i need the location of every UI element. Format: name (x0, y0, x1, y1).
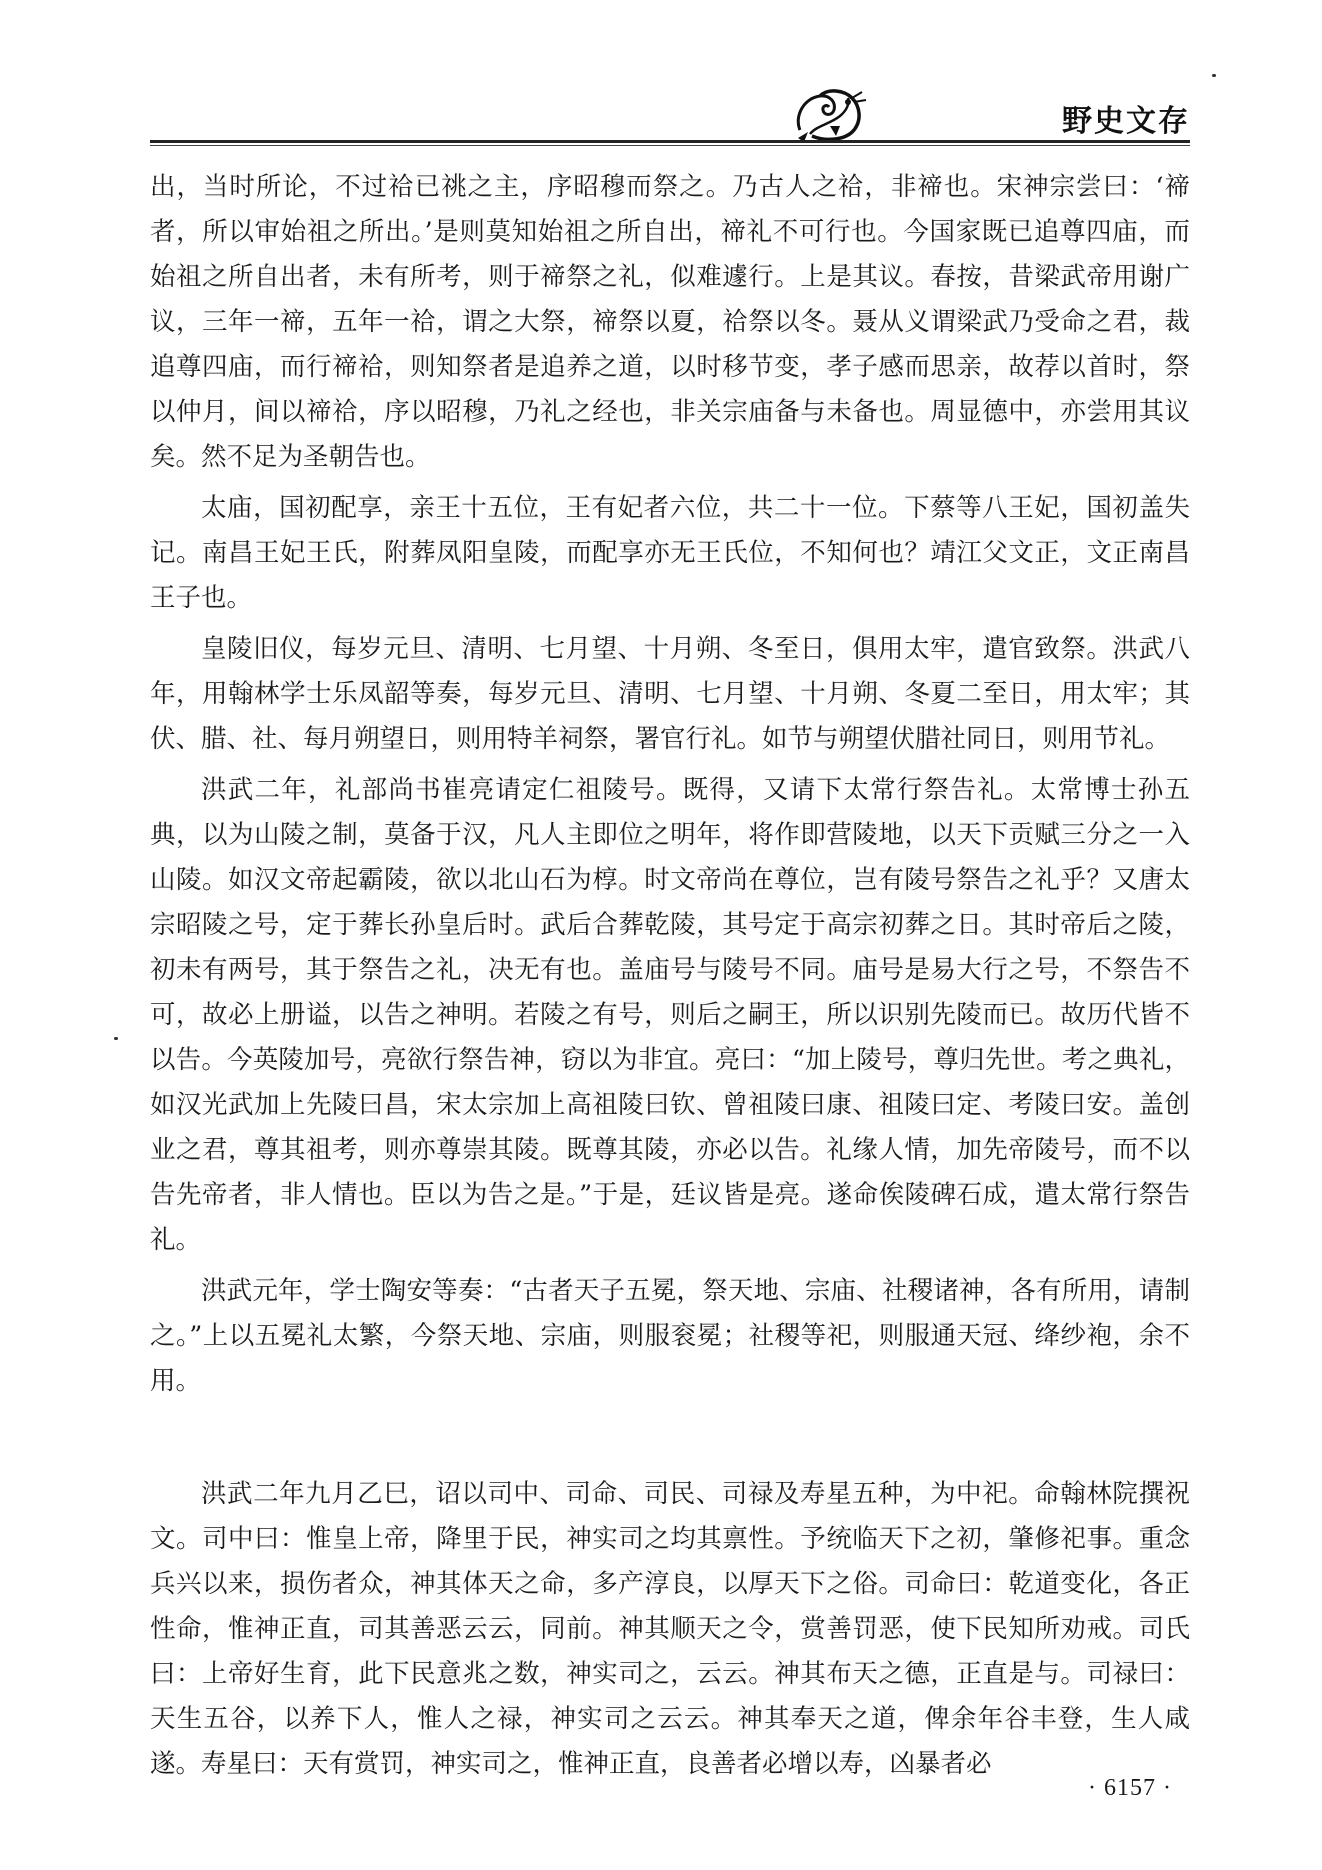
body-text (150, 165, 1190, 1793)
page-number: · 6157 · (1088, 1775, 1172, 1801)
header-rule (150, 140, 1190, 143)
page-header (150, 82, 1190, 152)
scan-speck (1212, 74, 1216, 77)
paragraph: 出，当时所论，不过祫已祧之主，序昭穆而祭之。乃古人之祫，非禘也。宋神宗尝曰：‘禘者，所以审始祖之所出。’是则莫知始祖之所自出，禘礼不可行也。今国家既已追尊四庙，而始祖之所自出者，未有所考，则于禘祭之礼，似难遽行。上是其议。春按，昔梁武帝用谢广议，三年一禘，五年一祫，谓之大祭，禘祭以夏，祫祭以冬。聂从义谓梁武乃受命之君，裁追尊四庙，而行禘祫，则知祭者是追养之道，以时移节变，孝子感而思亲，故荐以首时，祭以仲月，间以禘祫，序以昭穆，乃礼之经也，非关宗庙备与未备也。周显德中，亦尝用其议矣。然不足为圣朝告也。 (150, 172, 1190, 472)
paragraph: 洪武二年九月乙巳，诏以司中、司命、司民、司禄及寿星五种，为中祀。命翰林院撰祝文。司中曰：惟皇上帝，降里于民，神实司之均其禀性。予统临天下之初，肇修祀事。重念兵兴以来，损伤者众，神其体天之命，多产淳良，以厚天下之俗。司命曰：乾道变化，各正性命，惟神正直，司其善恶云云，同前。神其顺天之令，赏善罚恶，使下民知所劝戒。司氏曰：上帝好生育，此下民意兆之数，神实司之，云云。神其布天之德，正直是与。司禄曰：天生五谷，以养下人，惟人之禄，神实司之云云。神其奉天之道，俾余年谷丰登，生人咸遂。寿星曰：天有赏罚，神实司之，惟神正直，良善者必增以寿，凶暴者必 (150, 1479, 1190, 1779)
paragraph: 太庙，国初配享，亲王十五位，王有妃者六位，共二十一位。下蔡等八王妃，国初盖失记。南昌王妃王氏，附葬凤阳皇陵，而配享亦无王氏位，不知何也？靖江父文正，文正南昌王子也。 (150, 493, 1190, 613)
paragraph: 洪武二年，礼部尚书崔亮请定仁祖陵号。既得，又请下太常行祭告礼。太常博士孙五典，以为山陵之制，莫备于汉，凡人主即位之明年，将作即营陵地，以天下贡赋三分之一入山陵。如汉文帝起霸陵，欲以北山石为椁。时文帝尚在尊位，岂有陵号祭告之礼乎？又唐太宗昭陵之号，定于葬长孙皇后时。武后合葬乾陵，其号定于高宗初葬之日。其时帝后之陵，初未有两号，其于祭告之礼，决无有也。盖庙号与陵号不同。庙号是易大行之号，不祭告不可，故必上册谥，以告之神明。若陵之有号，则后之嗣王，所以识别先陵而已。故历代皆不以告。今英陵加号，亮欲行祭告神，窃以为非宜。亮曰：“加上陵号，尊归先世。考之典礼，如汉光武加上先陵曰昌，宋太宗加上高祖陵曰钦、曾祖陵曰康、祖陵曰定、考陵曰安。盖创业之君，尊其祖考，则亦尊崇其陵。既尊其陵，亦必以告。礼缘人情，加先帝陵号，而不以告先帝者，非人情也。臣以为告之是。”于是，廷议皆是亮。遂命俟陵碑石成，遣太常行祭告礼。 (150, 775, 1190, 1255)
header-rule-thin (150, 145, 1190, 146)
dragon-logo-icon (790, 86, 868, 146)
paragraph: 皇陵旧仪，每岁元旦、清明、七月望、十月朔、冬至日，俱用太牢，遣官致祭。洪武八年，用翰林学士乐凤韶等奏，每岁元旦、清明、七月望、十月朔、冬夏二至日，用太牢；其伏、腊、社、每月朔望日，则用特羊祠祭，署官行礼。如节与朔望伏腊社同日，则用节礼。 (150, 634, 1190, 754)
scan-speck (114, 1037, 118, 1040)
paragraph: 洪武元年，学士陶安等奏：“古者天子五冕，祭天地、宗庙、社稷诸神，各有所用，请制之。”上以五冕礼太繁，今祭天地、宗庙，则服衮冕；社稷等祀，则服通天冠、绛纱袍，余不用。 (150, 1276, 1190, 1396)
header-title: 野史文存 (1062, 104, 1190, 139)
